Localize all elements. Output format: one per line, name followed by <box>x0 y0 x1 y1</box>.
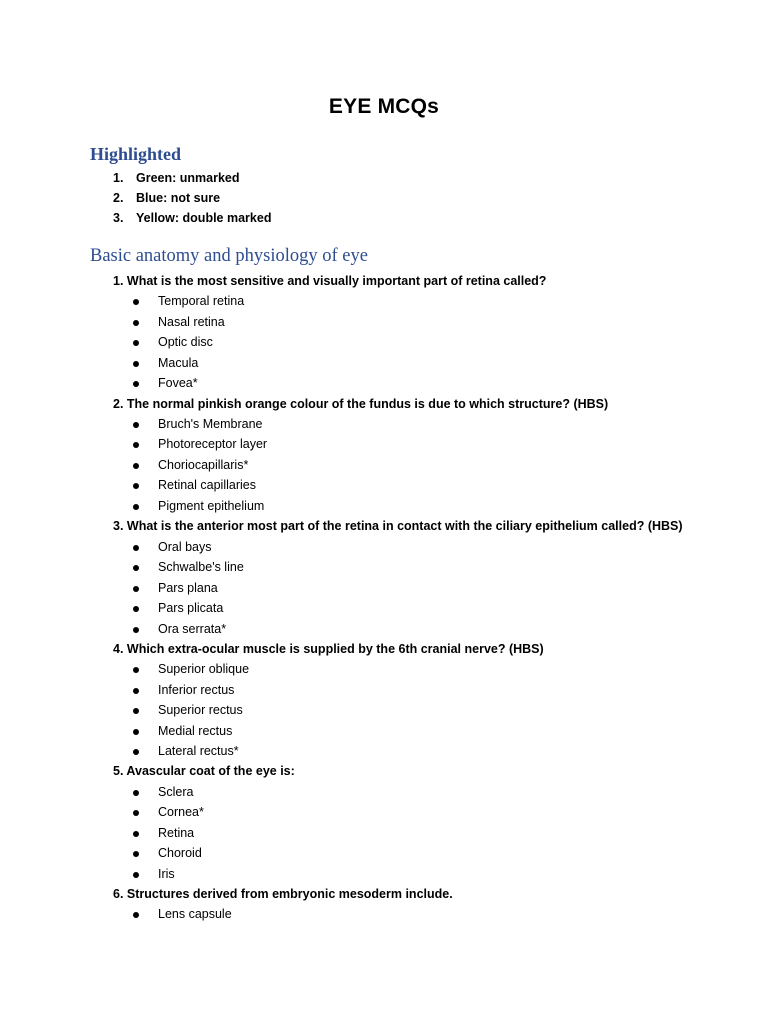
highlight-item <box>113 210 271 226</box>
answer-option: Superior rectus <box>158 703 243 717</box>
answer-option: Iris <box>158 867 175 881</box>
bullet-icon <box>133 688 139 694</box>
bullet-icon <box>133 361 139 367</box>
answer-option: Macula <box>158 356 199 370</box>
answer-option: Pigment epithelium <box>158 499 265 513</box>
bullet-icon <box>133 831 139 837</box>
bullet-icon <box>133 586 139 592</box>
bullet-icon <box>133 320 139 326</box>
answer-option: Lateral rectus* <box>158 744 239 758</box>
answer-option: Temporal retina <box>158 294 245 308</box>
bullet-icon <box>133 483 139 489</box>
answer-option: Pars plicata <box>158 601 224 615</box>
answer-option: Inferior rectus <box>158 683 235 697</box>
question-text: 6. Structures derived from embryonic mesoderm include. <box>113 887 453 901</box>
bullet-icon <box>133 381 139 387</box>
highlight-item-number: 1. <box>113 171 124 185</box>
bullet-icon <box>133 708 139 714</box>
answer-option: Cornea* <box>158 805 204 819</box>
answer-option: Optic disc <box>158 335 213 349</box>
bullet-icon <box>133 912 139 918</box>
bullet-icon <box>133 422 139 428</box>
bullet-icon <box>133 545 139 551</box>
bullet-icon <box>133 810 139 816</box>
answer-option: Fovea* <box>158 376 198 390</box>
bullet-icon <box>133 667 139 673</box>
answer-option: Sclera <box>158 785 194 799</box>
highlight-item <box>113 190 220 206</box>
question-text: 5. Avascular coat of the eye is: <box>113 764 295 778</box>
question-text: 3. What is the anterior most part of the retina in contact with the ciliary epithelium called? (HBS) <box>113 519 683 533</box>
section-heading: Basic anatomy and physiology of eye <box>90 246 368 266</box>
highlight-item-number: 2. <box>113 191 124 205</box>
bullet-icon <box>133 872 139 878</box>
bullet-icon <box>133 340 139 346</box>
question-text: 4. Which extra-ocular muscle is supplied by the 6th cranial nerve? (HBS) <box>113 642 544 656</box>
bullet-icon <box>133 299 139 305</box>
page-title: EYE MCQs <box>328 95 440 118</box>
bullet-icon <box>133 442 139 448</box>
bullet-icon <box>133 627 139 633</box>
answer-option: Photoreceptor layer <box>158 437 268 451</box>
answer-option: Bruch's Membrane <box>158 417 263 431</box>
highlight-item-number: 3. <box>113 211 124 225</box>
highlight-item-text: Blue: not sure <box>136 191 221 205</box>
bullet-icon <box>133 565 139 571</box>
answer-option: Medial rectus <box>158 724 233 738</box>
bullet-icon <box>133 504 139 510</box>
bullet-icon <box>133 749 139 755</box>
highlight-item-text: Green: unmarked <box>136 171 240 185</box>
bullet-icon <box>133 790 139 796</box>
bullet-icon <box>133 851 139 857</box>
highlight-heading: Highlighted <box>90 144 182 164</box>
answer-option: Retina <box>158 826 195 840</box>
answer-option: Retinal capillaries <box>158 478 256 492</box>
answer-option: Choroid <box>158 846 202 860</box>
answer-option: Pars plana <box>158 581 218 595</box>
answer-option: Ora serrata* <box>158 622 227 636</box>
bullet-icon <box>133 606 139 612</box>
highlight-item-text: Yellow: double marked <box>136 211 272 225</box>
bullet-icon <box>133 463 139 469</box>
highlight-item <box>113 170 240 186</box>
answer-option: Superior oblique <box>158 662 250 676</box>
answer-option: Schwalbe's line <box>158 560 244 574</box>
answer-option: Choriocapillaris* <box>158 458 249 472</box>
answer-option: Oral bays <box>158 540 212 554</box>
bullet-icon <box>133 729 139 735</box>
answer-option: Nasal retina <box>158 315 225 329</box>
question-text: 2. The normal pinkish orange colour of the fundus is due to which structure? (HBS) <box>113 397 609 411</box>
question-text: 1. What is the most sensitive and visually important part of retina called? <box>113 274 547 288</box>
answer-option: Lens capsule <box>158 907 232 921</box>
